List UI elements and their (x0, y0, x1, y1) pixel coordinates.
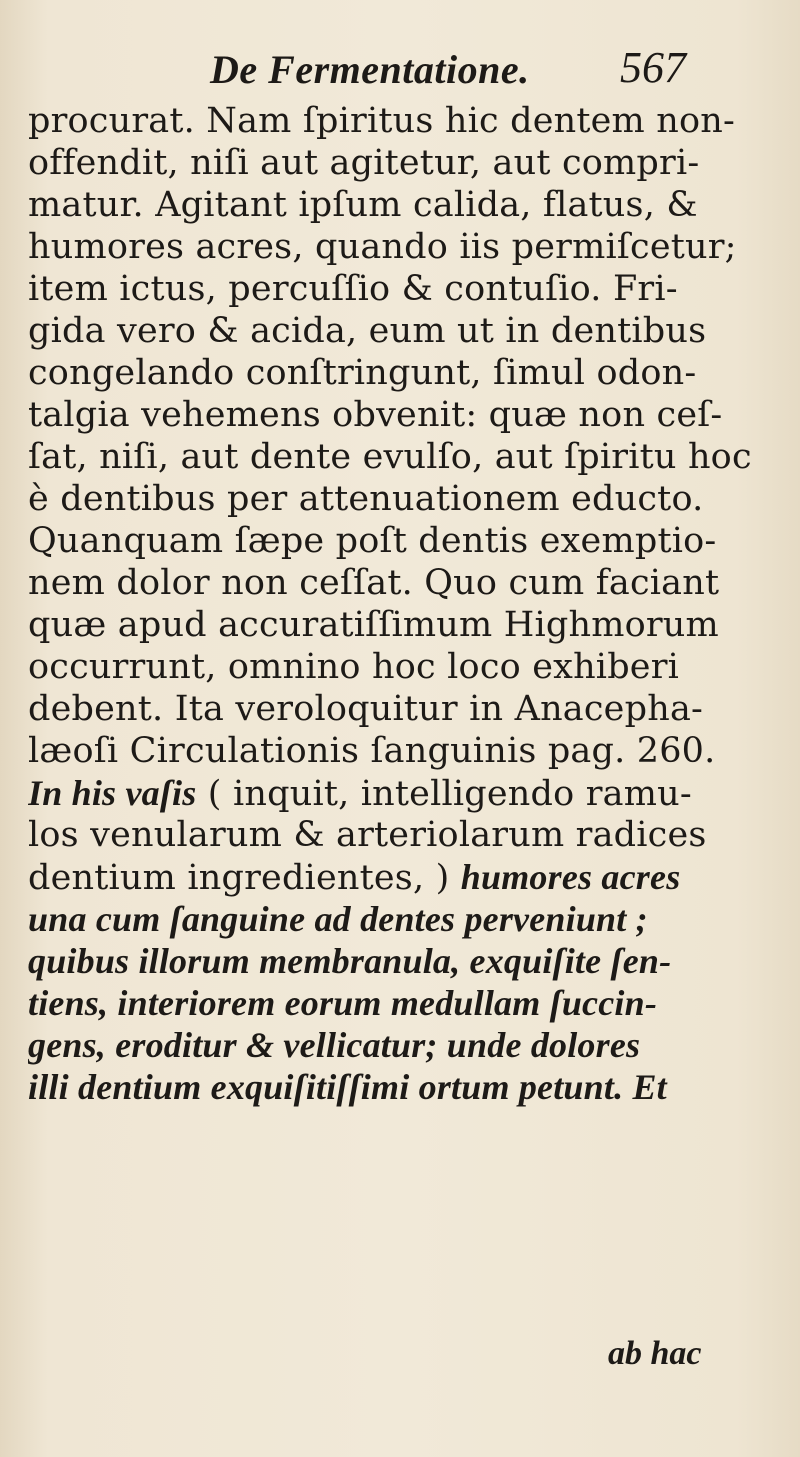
text-line (28, 1066, 788, 1108)
text-line: congelando conſtringunt, ſimul odon- (28, 353, 697, 393)
running-title: De Fermentatione. (210, 47, 530, 92)
italic-text-run: quibus illorum membranula, exquiſite ſen- (28, 941, 672, 981)
italic-text-run: una cum ſanguine ad dentes perveniunt ; (28, 899, 648, 939)
text-line: procurat. Nam ſpiritus hic dentem non- (28, 101, 736, 141)
text-line: item ictus, percuſſio & contuſio. Fri- (28, 269, 678, 309)
text-line (28, 940, 788, 982)
text-line: talgia vehemens obvenit: quæ non ceſ- (28, 395, 723, 435)
text-line (28, 772, 788, 814)
text-run: dentium ingredientes, ) (28, 858, 461, 898)
text-line (28, 856, 788, 898)
text-line: ſat, niſi, aut dente evulſo, aut ſpiritu hoc (28, 437, 752, 477)
italic-text-run: gens, eroditur & vellicatur; unde dolores (28, 1025, 641, 1065)
text-line: occurrunt, omnino hoc loco exhiberi (28, 647, 680, 687)
text-line (28, 898, 788, 940)
text-run: ( inquit, intelligendo ramu- (196, 774, 692, 814)
italic-text-run: illi dentium exquiſitiſſimi ortum petunt. Et (28, 1067, 667, 1107)
text-line: matur. Agitant ipſum calida, flatus, & (28, 185, 698, 225)
text-line: humores acres, quando iis permiſcetur; (28, 227, 737, 267)
text-line: è dentibus per attenuationem educto. (28, 479, 704, 519)
text-line: Quanquam ſæpe poſt dentis exemptio- (28, 521, 717, 561)
text-line: debent. Ita veroloquitur in Anacepha- (28, 689, 704, 729)
text-line: læoſi Circulationis ſanguinis pag. 260. (28, 731, 716, 771)
text-line: gida vero & acida, eum ut in dentibus (28, 311, 707, 351)
body-text (28, 100, 788, 1108)
text-line: los venularum & arteriolarum radices (28, 815, 707, 855)
text-line: offendit, niſi aut agitetur, aut compri- (28, 143, 700, 183)
page-number: 567 (620, 43, 686, 92)
text-line: nem dolor non ceſſat. Quo cum faciant (28, 563, 720, 603)
text-line (28, 982, 788, 1024)
italic-text-run: tiens, interiorem eorum medullam ſuccin- (28, 983, 658, 1023)
text-line (28, 1024, 788, 1066)
italic-text-run: In his vaſis (28, 773, 197, 813)
italic-text-run: humores acres (460, 857, 681, 897)
text-line: quæ apud accuratiſſimum Highmorum (28, 605, 719, 645)
page-header (0, 38, 800, 98)
catchword: ab hac (608, 1335, 702, 1372)
